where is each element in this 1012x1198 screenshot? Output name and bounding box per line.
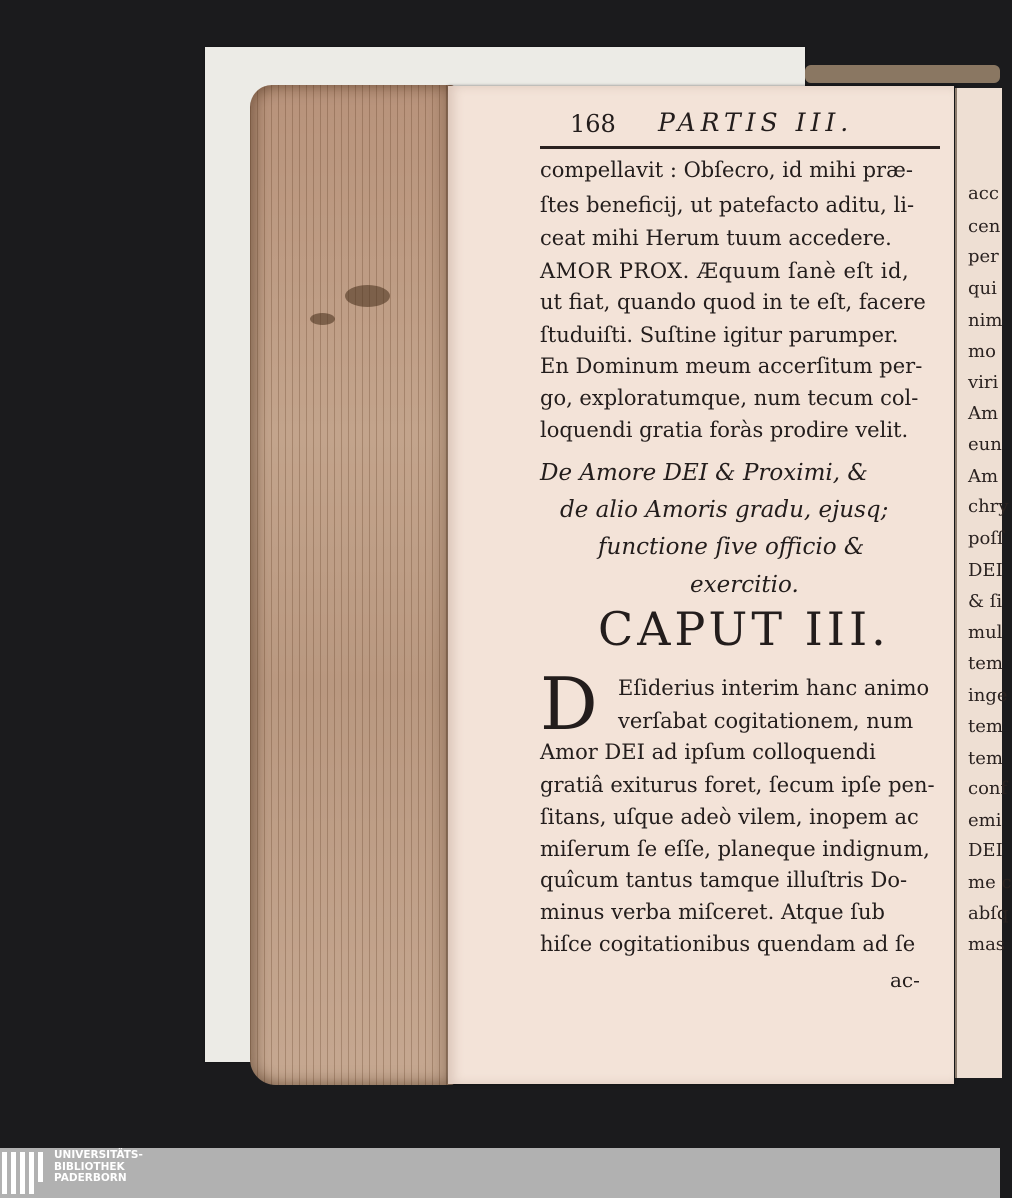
adjacent-page-text-fragment: viri	[968, 372, 999, 393]
text-line: compellavit : Obſecro, id mihi præ-	[540, 158, 913, 182]
text-line: minus verba miſceret. Atque ſub	[540, 900, 885, 924]
adjacent-page-text-fragment: DEI	[968, 560, 1003, 581]
edge-stain	[345, 285, 390, 307]
adjacent-page-text-fragment: per	[968, 246, 999, 267]
adjacent-page-text-fragment: Am	[968, 466, 999, 487]
adjacent-page-text-fragment: poſſ	[968, 528, 1004, 549]
adjacent-page-text-fragment: mul	[968, 622, 1003, 643]
library-name-line: PADERBORN	[54, 1172, 127, 1184]
adjacent-page-text-fragment: tem	[968, 653, 1003, 674]
text-line: En Dominum meum accerſitum per-	[540, 354, 923, 378]
adjacent-page-text-fragment: mo	[968, 341, 996, 362]
text-line: go, exploratumque, num tecum col-	[540, 386, 919, 410]
text-line: ſtes beneficij, ut patefacto aditu, li-	[540, 193, 915, 217]
text-line: Amor DEI ad ipſum colloquendi	[540, 740, 876, 764]
adjacent-page-text-fragment: nim	[968, 310, 1003, 331]
text-line: quîcum tantus tamque illuſtris Do-	[540, 868, 908, 892]
library-name	[54, 1150, 143, 1185]
text-line: verſabat cogitationem, num	[618, 709, 914, 733]
library-logo-icon	[2, 1152, 46, 1194]
adjacent-page-edge	[955, 88, 1012, 1078]
adjacent-page-text-fragment: chry	[968, 496, 1009, 517]
text-line: miſerum ſe eſſe, planeque indignum,	[540, 837, 930, 861]
adjacent-page-text-fragment: & ſi	[968, 591, 1003, 612]
text-line: Eſiderius interim hanc animo	[618, 676, 930, 700]
adjacent-page-text-fragment: me c	[968, 872, 1012, 893]
edge-stain	[310, 313, 335, 325]
page-number: 168	[570, 110, 616, 138]
adjacent-page-text-fragment: acc	[968, 183, 999, 204]
chapter-subheading-line: de alio Amoris gradu, ejusq;	[560, 497, 889, 523]
chapter-title: CAPUT III.	[598, 602, 890, 656]
adjacent-page-text-fragment: mas	[968, 934, 1006, 955]
adjacent-page-text-fragment: conf	[968, 778, 1008, 799]
adjacent-page-text-fragment: emi	[968, 810, 1002, 831]
catchword: ac-	[890, 968, 920, 992]
adjacent-page-text-fragment: cen	[968, 216, 1001, 237]
book-spine-strip	[805, 65, 1000, 83]
library-name-line: BIBLIOTHEK	[54, 1160, 125, 1173]
chapter-subheading-line: exercitio.	[690, 572, 799, 598]
text-line: ut fiat, quando quod in te eſt, facere	[540, 290, 926, 314]
adjacent-page-text-fragment: Am	[968, 403, 999, 424]
header-rule	[540, 146, 940, 149]
library-footer	[0, 1148, 1000, 1198]
adjacent-page-text-fragment: inge	[968, 685, 1008, 706]
text-line: ſtuduiſti. Suſtine igitur parumper.	[540, 323, 899, 347]
text-line: ceat mihi Herum tuum accedere.	[540, 226, 892, 250]
text-line: gratiâ exiturus foret, ſecum ipſe pen-	[540, 773, 935, 797]
text-line: loquendi gratia foràs prodire velit.	[540, 418, 909, 442]
adjacent-page-text-fragment: abſq	[968, 903, 1009, 924]
text-line: AMOR PROX. Æquum ſanè eſt id,	[540, 259, 910, 283]
adjacent-page-text-fragment: tem	[968, 716, 1003, 737]
adjacent-page-text-fragment: DEI	[968, 840, 1003, 861]
text-line: hiſce cogitationibus quendam ad ſe	[540, 932, 916, 956]
adjacent-page-text-fragment: eun	[968, 434, 1002, 455]
drop-cap: D	[540, 662, 598, 746]
chapter-subheading-line: De Amore DEI & Proximi, &	[540, 460, 868, 486]
adjacent-page-text-fragment: tem	[968, 748, 1003, 769]
library-name-line: UNIVERSITÄTS-	[54, 1149, 143, 1161]
book-fore-edge	[250, 85, 455, 1085]
text-line: ſitans, uſque adeò vilem, inopem ac	[540, 805, 919, 829]
chapter-subheading-line: functione ſive officio &	[598, 534, 865, 560]
adjacent-page-text-fragment: qui	[968, 278, 997, 299]
running-title: PARTIS III.	[658, 108, 854, 137]
